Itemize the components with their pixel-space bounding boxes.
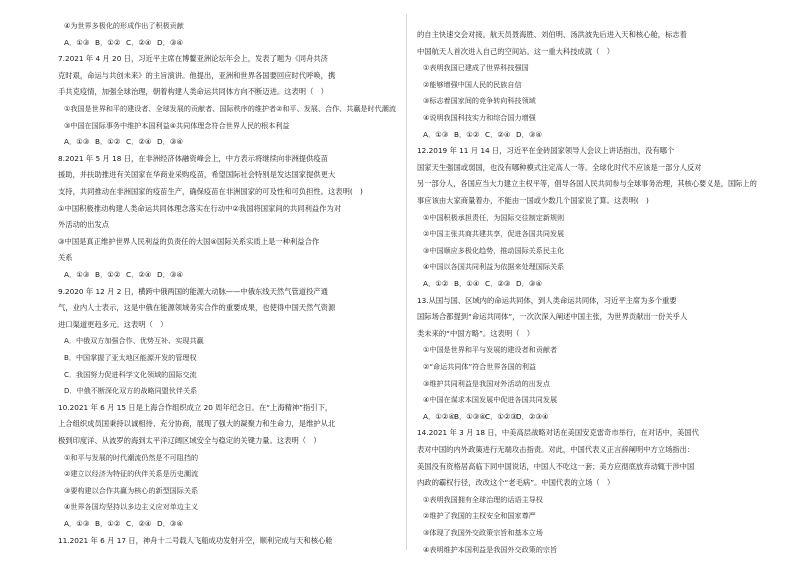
answer-choice: C．②④ (126, 270, 152, 279)
option-line: ①表明我国已建成了世界科技强国 (423, 63, 529, 73)
question-text-line: 极到印度洋、从波罗的海到太平洋辽阔区域安全与稳定的关键力量。这表明（ ） (58, 436, 321, 445)
option-line: ③体现了我国外交政策宗旨和基本立场 (423, 528, 543, 537)
option-line: ②建立以经济为特征的伙伴关系是历史潮流 (64, 469, 199, 479)
question-text-line: 10.2021 年 6 月 15 日是上海合作组织成立 20 周年纪念日。在“上海精神”指引下， (58, 402, 333, 412)
question-text-line: 13.从国与国、区域内的命运共同体，到人类命运共同体，习近平主席为多个重要 (417, 295, 677, 305)
option-line: ①我国是世界和平的建设者、全球发展的贡献者、国际秩序的维护者②和平、发展、合作、共赢是时代潮流 (64, 104, 396, 113)
answer-choice: A．①②④ (423, 411, 455, 421)
option-line: ④世界各国均坚持以多边主义应对单边主义 (64, 502, 199, 512)
question-text-line: 14.2021 年 3 月 18 日，中美高层战略对话在美国安克雷奇市举行，在对话中，美国代 (417, 428, 699, 438)
answer-choice: C．①②③ (485, 411, 518, 421)
option-line: ④为世界多极化的形成作出了积极贡献 (64, 21, 184, 30)
answer-choice: D．③④ (516, 279, 542, 288)
answer-choices (423, 279, 547, 289)
option-line: ①和平与发展的时代潮流仍然是不可阻挡的 (64, 452, 199, 462)
option-line: ②“命运共同体”符合世界各国的利益 (423, 362, 537, 371)
question-text-line: 的自主快速交会对接。航天员聂海胜、刘伯明、汤洪波先后进入天和核心舱，标志着 (417, 30, 687, 39)
option-line: ④说明我国科技实力和综合国力增强 (423, 113, 536, 122)
question-text-line: ③中国是真正维护世界人民利益的负责任的大国④国际关系实质上是一种利益合作 (58, 236, 320, 246)
answer-choice: A．①② (423, 279, 449, 288)
option-line: B．中国掌握了亚太地区能源开发的管理权 (64, 353, 197, 362)
option-line: ③要构建以合作共赢为核心的新型国际关系 (64, 485, 199, 495)
answer-choice: B．①② (95, 519, 121, 528)
option-line: ①中国积极承担责任，为国际交往制定新规则 (423, 212, 565, 222)
question-text-line: 9.2020 年 12 月 2 日，横跨中俄两国的能源大动脉——中俄东线天然气管道投产通 (58, 286, 328, 296)
answer-choice: C．②④ (485, 129, 511, 139)
question-text-line: 上合组织成员国秉持以诚相待、充分协商，展现了强大的凝聚力和生命力，是维护从北 (58, 419, 336, 429)
option-line: ④表明维护本国利益是我国外交政策的宗旨 (423, 544, 558, 554)
answer-choice: C．②④ (126, 37, 152, 47)
option-line: ②维护了我国的主权安全和国家尊严 (423, 511, 536, 521)
question-text-line: ①中国积极推动构建人类命运共同体理念落实在行动中②我国将国家间的共同利益作为对 (58, 203, 342, 213)
question-text-line: 支持，共同推动在非洲国家的疫苗生产，确保疫苗在非洲国家的可及性和可负担性。这表明( ) (58, 187, 363, 196)
answer-choices (64, 38, 188, 48)
answer-choices (423, 130, 547, 140)
question-text-line: 援助，并扶助推进有关国家在华商业采购疫苗，希望国际社会特别是发达国家提供更大 (58, 170, 336, 180)
option-line: ④中国在谋求本国发展中促进各国共同发展 (423, 395, 558, 405)
question-text-line: 中国航天人首次进入自己的空间站。这一重大科技成就（ ） (417, 46, 615, 56)
question-text-line: 另一部分人，各国应当大力建立主权平等，倡导各国人民共同参与全球事务治理，其核心要义是，国际上的 (417, 179, 757, 189)
answer-choice: D．③④ (157, 519, 183, 528)
answer-choice: A．①③ (64, 37, 90, 47)
answer-choice: B．①② (95, 37, 121, 47)
answer-choice: D．②③④ (516, 411, 549, 421)
option-line: ③标志着国家间的竞争转向科技领域 (423, 96, 536, 106)
option-line: ③中国在国际事务中维护本国利益④共同体理念符合世界人民的根本利益 (64, 120, 290, 130)
answer-choice: A．①③ (423, 129, 449, 139)
option-line: C．我国努力促进科学文化领域的国际交流 (64, 369, 197, 379)
answer-choice: B．①④ (454, 279, 480, 288)
answer-choices (423, 412, 547, 422)
question-text-line: 手共克疫情，加强全球治理，朝着构建人类命运共同体方向不断迈进。这表明（ ） (58, 87, 328, 97)
question-text-line: 12.2019 年 11 月 14 日，习近平在金砖国家领导人会议上讲话指出，没有哪个 (417, 146, 675, 156)
option-line: ②能够增强中国人民的民族自信 (423, 79, 522, 89)
answer-choice: A．①③ (64, 137, 90, 147)
option-line: ④中国以各国共同利益为依据来处理国际关系 (423, 262, 565, 272)
question-text-line: 进口渠道更趋多元。这表明（ ） (58, 319, 168, 329)
option-line: ①中国是世界和平与发展的建设者和贡献者 (423, 345, 558, 355)
answer-choice: A．①③ (64, 519, 90, 528)
question-text-line: 11.2021 年 6 月 17 日，神舟十二号载人飞船成功发射升空，顺利完成与天和核心舱 (58, 535, 333, 545)
question-text-line: 8.2021 年 5 月 18 日，在非洲经济体融资峰会上，中方表示将继续向非洲提供疫苗 (58, 153, 328, 163)
answer-choice: D．③④ (157, 137, 183, 147)
answer-choice: B．①② (95, 137, 121, 147)
answer-choices (64, 519, 188, 529)
answer-choices (64, 137, 188, 147)
answer-choice: C．②④ (126, 137, 152, 147)
question-text-line: 表对中国的内外政策进行无端攻击指责。对此，中国代表义正言辞阐明中方立场指出： (417, 445, 695, 454)
question-text-line: 气，业内人士表示，这是中俄在能源领域务实合作的重要成果，也使得中国天然气资源 (58, 303, 336, 313)
question-text-line: 内政的霸权行径，改改这个“老毛病”。中国代表的立场（ ） (417, 478, 615, 488)
option-line: ③维护共同利益是我国对外活动的出发点 (423, 378, 550, 388)
option-line: ②中国主张共商共建共享，促进各国共同发展 (423, 229, 565, 239)
answer-choice: C．②③ (485, 279, 511, 288)
column-divider (406, 14, 407, 550)
answer-choice: D．③④ (157, 37, 183, 47)
answer-choices (64, 270, 188, 280)
answer-choice: B．①② (454, 129, 480, 139)
question-text-line: 国家天生强国或弱国，也没有哪种模式注定高人一等。全球化时代不应该是一部分人反对 (417, 162, 702, 172)
question-text-line: 7.2021 年 4 月 20 日，习近平主席在博鳌亚洲论坛年会上，发表了题为《同舟共济 (58, 54, 328, 64)
option-line: D．中俄不断深化双方的战略同盟伙伴关系 (64, 386, 198, 396)
question-text-line: 类未来的“中国方略”。这表明（ ） (417, 328, 535, 338)
question-text-line: 关系 (58, 253, 73, 263)
answer-choice: C．②④ (126, 519, 152, 528)
option-line: A．中俄双方加强合作、优势互补、实现共赢 (64, 336, 204, 346)
question-text-line: 国际场合都提到“命运共同体”，一次次深入阐述中国主张，为世界贡献出一份关乎人 (417, 312, 688, 322)
question-text-line: 事应该由大家商量着办，不能由一国或少数几个国家说了算。这表明( ) (417, 196, 649, 205)
question-text-line: 美国没有资格居高临下同中国说话，中国人不吃这一套；美方应彻底放弃动辄干涉中国 (417, 461, 695, 471)
answer-choice: A．①③ (64, 270, 90, 279)
option-line: ③中国顺应多极化趋势，推动国际关系民主化 (423, 245, 565, 255)
answer-choice: D．③④ (516, 129, 542, 139)
question-text-line: 外活动的出发点 (58, 220, 110, 230)
answer-choice: B．①② (95, 270, 121, 279)
answer-choice: D．③④ (157, 270, 183, 279)
answer-choice: B．①③④ (454, 411, 486, 421)
option-line: ①表明我国拥有全球治理的话语主导权 (423, 494, 543, 504)
question-text-line: 克时艰，命运与共创未来》的主旨演讲。他提出，亚洲和世界各国要回应时代呼唤，携 (58, 70, 336, 80)
